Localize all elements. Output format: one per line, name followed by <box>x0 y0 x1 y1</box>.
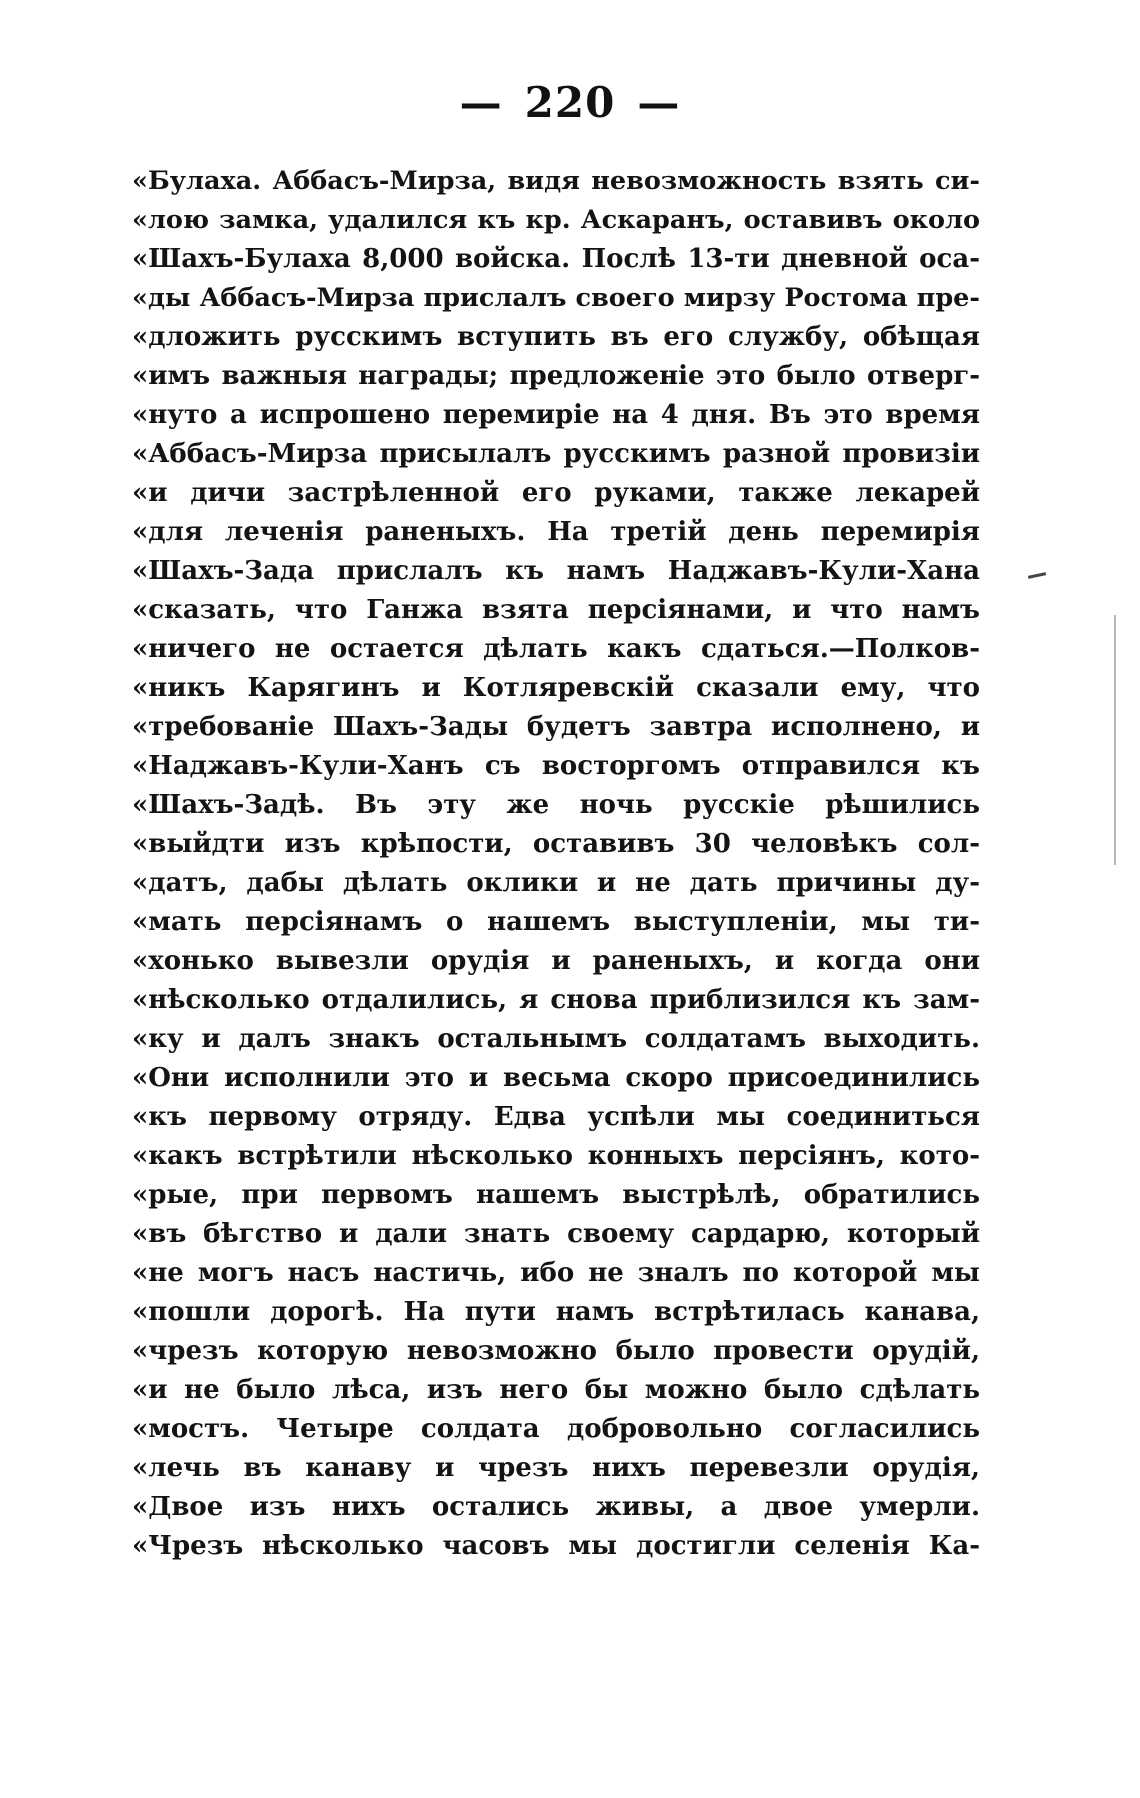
header-dash-right: — <box>637 78 681 127</box>
text-line-20: «мать персіянамъ о нашемъ выступленіи, мы ти- <box>132 907 980 937</box>
text-line-32: «и не было лѣса, изъ него бы можно было сдѣлать <box>132 1375 980 1405</box>
text-line-9: «и дичи застрѣленной его руками, также лекарей <box>132 478 980 508</box>
text-line-17: «Шахъ-Задѣ. Въ эту же ночь русскіе рѣшились <box>132 790 980 820</box>
text-line-29: «не могъ насъ настичь, ибо не зналъ по которой мы <box>132 1258 980 1288</box>
text-line-30: «пошли дорогѣ. На пути намъ встрѣтилась канава, <box>132 1297 980 1327</box>
text-line-13: «ничего не остается дѣлать какъ сдаться.—Полков- <box>132 634 980 664</box>
text-line-27: «рые, при первомъ нашемъ выстрѣлѣ, обратились <box>132 1180 980 1210</box>
margin-scan-line <box>1114 615 1116 865</box>
header-dash-left: — <box>459 78 503 127</box>
text-line-8: «Аббасъ-Мирза присылалъ русскимъ разной провизіи <box>132 439 980 469</box>
text-line-7: «нуто а испрошено перемиріе на 4 дня. Въ это время <box>132 400 980 430</box>
margin-ink-mark <box>1028 572 1046 579</box>
page-number-header <box>0 78 1140 128</box>
text-line-15: «требованіе Шахъ-Зады будетъ завтра исполнено, и <box>132 712 980 742</box>
text-line-34: «лечь въ канаву и чрезъ нихъ перевезли орудія, <box>132 1453 980 1483</box>
text-line-1: «Булаха. Аббасъ-Мирза, видя невозможность взять си- <box>132 166 980 196</box>
page-number: 220 <box>524 78 616 127</box>
text-line-26: «какъ встрѣтили нѣсколько конныхъ персіянъ, кото- <box>132 1141 980 1171</box>
text-line-22: «нѣсколько отдалились, я снова приблизился къ зам- <box>132 985 980 1015</box>
text-line-6: «имъ важныя награды; предложеніе это было отверг- <box>132 361 980 391</box>
text-line-2: «лою замка, удалился къ кр. Аскаранъ, оставивъ около <box>132 205 980 235</box>
text-line-5: «дложить русскимъ вступить въ его службу, обѣщая <box>132 322 980 352</box>
text-line-33: «мостъ. Четыре солдата добровольно согласились <box>132 1414 980 1444</box>
text-line-16: «Наджавъ-Кули-Ханъ съ восторгомъ отправился къ <box>132 751 980 781</box>
text-line-4: «ды Аббасъ-Мирза прислалъ своего мирзу Ростома пре- <box>132 283 980 313</box>
text-line-19: «датъ, дабы дѣлать оклики и не дать причины ду- <box>132 868 980 898</box>
text-line-21: «хонько вывезли орудія и раненыхъ, и когда они <box>132 946 980 976</box>
text-line-28: «въ бѣгство и дали знать своему сардарю, который <box>132 1219 980 1249</box>
text-line-23: «ку и далъ знакъ остальнымъ солдатамъ выходить. <box>132 1024 980 1054</box>
text-line-24: «Они исполнили это и весьма скоро присоединились <box>132 1063 980 1093</box>
text-line-14: «никъ Карягинъ и Котляревскій сказали ему, что <box>132 673 980 703</box>
body-text <box>132 162 980 1566</box>
text-line-25: «къ первому отряду. Едва успѣли мы соединиться <box>132 1102 980 1132</box>
text-line-10: «для леченія раненыхъ. На третій день перемирія <box>132 517 980 547</box>
text-line-31: «чрезъ которую невозможно было провести орудій, <box>132 1336 980 1366</box>
text-line-12: «сказать, что Ганжа взята персіянами, и что намъ <box>132 595 980 625</box>
text-line-18: «выйдти изъ крѣпости, оставивъ 30 человѣкъ сол- <box>132 829 980 859</box>
text-line-36: «Чрезъ нѣсколько часовъ мы достигли селенія Ка- <box>132 1531 980 1561</box>
text-line-35: «Двое изъ нихъ остались живы, а двое умерли. <box>132 1492 980 1522</box>
text-line-11: «Шахъ-Зада прислалъ къ намъ Наджавъ-Кули-Хана <box>132 556 980 586</box>
text-line-3: «Шахъ-Булаха 8,000 войска. Послѣ 13-ти дневной оса- <box>132 244 980 274</box>
